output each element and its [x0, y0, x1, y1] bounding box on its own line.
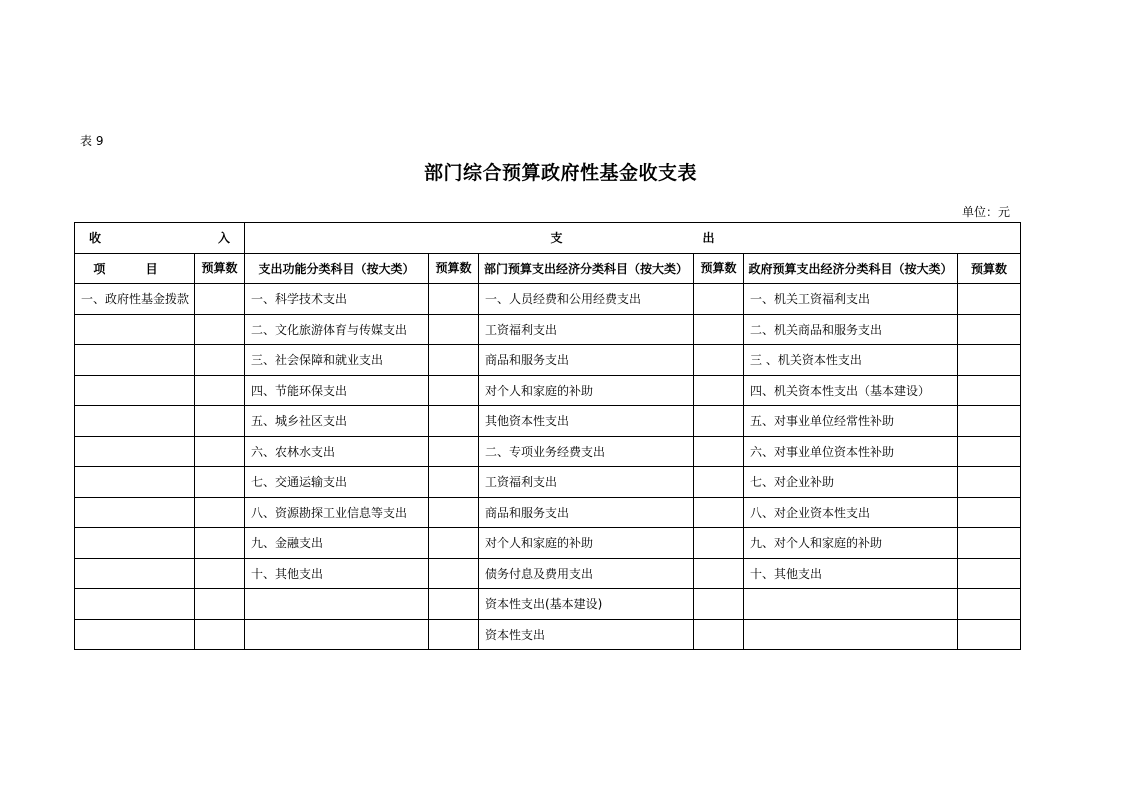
gov-budget-cell	[958, 314, 1021, 345]
func-budget-cell	[429, 528, 479, 559]
income-header-char-2: 入	[217, 231, 230, 246]
dept-budget-cell	[694, 589, 744, 620]
gov-econ-class-header: 政府预算支出经济分类科目（按大类）	[744, 253, 958, 284]
dept-econ-class-cell: 一、人员经费和公用经费支出	[479, 284, 694, 315]
dept-econ-class-cell: 商品和服务支出	[479, 345, 694, 376]
table-row	[75, 467, 1021, 498]
income-item-cell	[75, 406, 195, 437]
func-class-header: 支出功能分类科目（按大类）	[245, 253, 429, 284]
gov-econ-class-cell	[744, 589, 958, 620]
dept-budget-cell	[694, 436, 744, 467]
gov-budget-cell	[958, 589, 1021, 620]
table-row	[75, 406, 1021, 437]
table-row	[75, 589, 1021, 620]
func-budget-cell	[429, 284, 479, 315]
dept-budget-cell	[694, 558, 744, 589]
dept-budget-cell	[694, 528, 744, 559]
table-row	[75, 558, 1021, 589]
income-budget-cell	[195, 589, 245, 620]
gov-econ-class-cell	[744, 619, 958, 650]
dept-budget-cell	[694, 375, 744, 406]
func-class-cell	[245, 589, 429, 620]
gov-budget-cell	[958, 558, 1021, 589]
func-budget-cell	[429, 406, 479, 437]
gov-econ-class-cell: 三 、机关资本性支出	[744, 345, 958, 376]
dept-econ-class-cell: 对个人和家庭的补助	[479, 375, 694, 406]
gov-econ-class-cell: 十、其他支出	[744, 558, 958, 589]
gov-econ-class-cell: 一、机关工资福利支出	[744, 284, 958, 315]
dept-econ-class-cell: 资本性支出	[479, 619, 694, 650]
gov-budget-cell	[958, 528, 1021, 559]
gov-budget-cell	[958, 375, 1021, 406]
gov-econ-class-cell: 五、对事业单位经常性补助	[744, 406, 958, 437]
table-row	[75, 284, 1021, 315]
func-budget-cell	[429, 619, 479, 650]
income-budget-cell	[195, 314, 245, 345]
income-budget-cell	[195, 345, 245, 376]
income-budget-cell	[195, 528, 245, 559]
func-class-cell: 三、社会保障和就业支出	[245, 345, 429, 376]
dept-budget-header: 预算数	[694, 253, 744, 284]
income-item-cell	[75, 558, 195, 589]
gov-econ-class-cell: 二、机关商品和服务支出	[744, 314, 958, 345]
gov-econ-class-cell: 六、对事业单位资本性补助	[744, 436, 958, 467]
func-budget-cell	[429, 375, 479, 406]
func-class-cell: 六、农林水支出	[245, 436, 429, 467]
func-class-cell: 九、金融支出	[245, 528, 429, 559]
income-item-cell	[75, 436, 195, 467]
table-number-label: 表 9	[80, 134, 104, 148]
func-budget-cell	[429, 497, 479, 528]
dept-econ-class-cell: 资本性支出(基本建设)	[479, 589, 694, 620]
table-row	[75, 345, 1021, 376]
income-item-cell	[75, 345, 195, 376]
func-class-cell: 一、科学技术支出	[245, 284, 429, 315]
income-budget-cell	[195, 375, 245, 406]
func-class-cell: 八、资源勘探工业信息等支出	[245, 497, 429, 528]
header-row-secondary	[75, 253, 1021, 284]
gov-budget-cell	[958, 284, 1021, 315]
table-row	[75, 314, 1021, 345]
func-class-cell: 四、节能环保支出	[245, 375, 429, 406]
income-item-cell	[75, 497, 195, 528]
expense-header	[245, 223, 1021, 254]
func-budget-cell	[429, 314, 479, 345]
header-row-primary	[75, 223, 1021, 254]
func-budget-cell	[429, 467, 479, 498]
dept-budget-cell	[694, 314, 744, 345]
dept-budget-cell	[694, 406, 744, 437]
dept-econ-class-header: 部门预算支出经济分类科目（按大类）	[479, 253, 694, 284]
income-budget-cell	[195, 467, 245, 498]
gov-econ-class-cell: 八、对企业资本性支出	[744, 497, 958, 528]
income-item-cell	[75, 467, 195, 498]
func-budget-header: 预算数	[429, 253, 479, 284]
income-item-cell	[75, 375, 195, 406]
dept-budget-cell	[694, 345, 744, 376]
project-header: 项 目	[75, 253, 195, 284]
income-budget-cell	[195, 619, 245, 650]
dept-econ-class-cell: 工资福利支出	[479, 467, 694, 498]
income-item-cell	[75, 589, 195, 620]
income-header-char-1: 收	[89, 231, 102, 246]
gov-budget-cell	[958, 619, 1021, 650]
budget-table	[74, 222, 1021, 650]
dept-econ-class-cell: 债务付息及费用支出	[479, 558, 694, 589]
table-row	[75, 619, 1021, 650]
income-budget-cell	[195, 436, 245, 467]
gov-econ-class-cell: 九、对个人和家庭的补助	[744, 528, 958, 559]
gov-budget-cell	[958, 406, 1021, 437]
dept-budget-cell	[694, 284, 744, 315]
table-row	[75, 375, 1021, 406]
func-budget-cell	[429, 589, 479, 620]
gov-budget-cell	[958, 497, 1021, 528]
dept-econ-class-cell: 工资福利支出	[479, 314, 694, 345]
gov-budget-header: 预算数	[958, 253, 1021, 284]
func-budget-cell	[429, 436, 479, 467]
table-row	[75, 528, 1021, 559]
income-item-cell	[75, 314, 195, 345]
income-header	[75, 223, 245, 254]
func-class-cell	[245, 619, 429, 650]
dept-econ-class-cell: 其他资本性支出	[479, 406, 694, 437]
func-class-cell: 十、其他支出	[245, 558, 429, 589]
gov-econ-class-cell: 七、对企业补助	[744, 467, 958, 498]
income-budget-cell	[195, 497, 245, 528]
dept-econ-class-cell: 对个人和家庭的补助	[479, 528, 694, 559]
gov-econ-class-cell: 四、机关资本性支出（基本建设）	[744, 375, 958, 406]
dept-econ-class-cell: 二、专项业务经费支出	[479, 436, 694, 467]
func-class-cell: 二、文化旅游体育与传媒支出	[245, 314, 429, 345]
func-budget-cell	[429, 558, 479, 589]
gov-budget-cell	[958, 345, 1021, 376]
func-budget-cell	[429, 345, 479, 376]
dept-budget-cell	[694, 497, 744, 528]
income-budget-header: 预算数	[195, 253, 245, 284]
dept-budget-cell	[694, 619, 744, 650]
dept-budget-cell	[694, 467, 744, 498]
income-budget-cell	[195, 558, 245, 589]
income-item-cell	[75, 528, 195, 559]
func-class-cell: 五、城乡社区支出	[245, 406, 429, 437]
func-class-cell: 七、交通运输支出	[245, 467, 429, 498]
income-item-cell	[75, 619, 195, 650]
gov-budget-cell	[958, 467, 1021, 498]
table-row	[75, 497, 1021, 528]
expense-header-char-2: 出	[702, 231, 715, 246]
income-budget-cell	[195, 406, 245, 437]
table-row	[75, 436, 1021, 467]
page-title: 部门综合预算政府性基金收支表	[423, 162, 697, 184]
dept-econ-class-cell: 商品和服务支出	[479, 497, 694, 528]
income-budget-cell	[195, 284, 245, 315]
expense-header-char-1: 支	[550, 231, 563, 246]
gov-budget-cell	[958, 436, 1021, 467]
income-item-cell: 一、政府性基金拨款	[75, 284, 195, 315]
unit-label: 单位：元	[962, 205, 1011, 219]
